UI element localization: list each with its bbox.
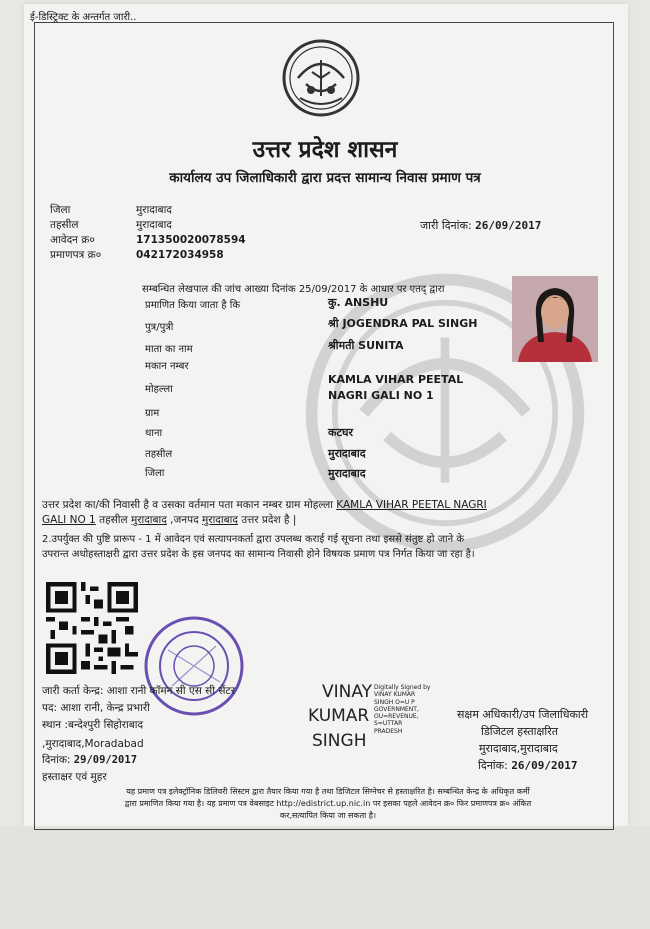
sign-label: हस्ताक्षर एवं मुहर [42, 771, 107, 783]
tehsil-value: मुरादाबाद [328, 447, 366, 460]
meta-tehsil-value: मुरादाबाद [136, 219, 172, 231]
page-subtitle: कार्यालय उप जिलाधिकारी द्वारा प्रदत्त सामान्य निवास प्रमाण पत्र [169, 170, 481, 186]
issuing-place: स्थान :बन्देश्पुरी सिहोराबाद [42, 719, 144, 731]
residence-text-c: ,जनपद [170, 514, 199, 526]
meta-application [50, 233, 246, 247]
signer-name-3: SINGH [312, 731, 367, 751]
digital-sign-label: डिजिटल हस्ताक्षरित [481, 725, 558, 738]
mother-label: माता का नाम [145, 344, 193, 355]
parent-label: पुत्र/पुत्री [145, 322, 174, 333]
house-label: मकान नम्बर [145, 361, 189, 372]
ds-line-3: SINGH O=U P [374, 698, 415, 706]
district-label: जिला [145, 468, 165, 479]
residence-text-d: उत्तर प्रदेश है | [241, 514, 297, 526]
certificate-number: 042172034958 [136, 249, 224, 261]
left-date-value: 29/09/2017 [73, 754, 138, 766]
ds-line-6: S=UTTAR [374, 720, 403, 728]
ds-line-5: OU=REVENUE, [374, 713, 419, 721]
ds-line-4: GOVERNMENT, [374, 705, 419, 713]
meta-certificate-label: प्रमाणपत्र क्र० [50, 249, 102, 261]
ds-line-2: VINAY KUMAR [374, 691, 416, 699]
verification-line2: उपरान्त अधोहस्ताक्षरी द्वारा उत्तर प्रदेश के इस जनपद का सामान्य निवासी होने विषयक प्रमाण पत्र निर्गत किया जा रहा है। [42, 549, 475, 560]
signer-name-2: KUMAR [308, 706, 370, 726]
issue-date-value: 26/09/2017 [475, 219, 542, 232]
authority-place: मुरादाबाद,मुरादाबाद [479, 742, 558, 755]
issuing-center: जारी कर्ता केन्द्र: आशा रानी कॉमन सी एस सी सेंटर [42, 685, 236, 697]
village-label: ग्राम [145, 408, 160, 419]
mother-name: श्रीमती SUNITA [328, 339, 404, 352]
meta-application-label: आवेदन क्र० [50, 234, 95, 246]
thana-value: कटघर [328, 426, 353, 439]
applicant-photo [512, 276, 598, 362]
qr-code-icon [46, 580, 138, 676]
residence-paragraph [42, 498, 612, 528]
issuing-post: पद: आशा रानी, केन्द्र प्रभारी [42, 702, 150, 714]
person-photo-icon [512, 276, 598, 362]
left-date [42, 753, 137, 767]
thana-label: थाना [145, 428, 163, 439]
residence-address-2: GALI NO 1 [42, 514, 96, 526]
right-date [478, 758, 578, 773]
footer-line-3: कर,सत्यापित किया जा सकता है। [279, 811, 377, 820]
meta-tehsil-label: तहसील [50, 219, 79, 231]
parent-name: श्री JOGENDRA PAL SINGH [328, 317, 478, 330]
residence-district: मुरादाबाद [202, 514, 238, 526]
top-note: ई-डिस्ट्रिक्ट के अन्तर्गत जारी.. [30, 12, 137, 23]
authority-title: सक्षम अधिकारी/उप जिलाधिकारी [457, 708, 589, 721]
background-surface [0, 826, 650, 929]
footer-note [42, 786, 614, 822]
verification-line1: 2.उपर्युक्त की पुष्टि प्रारूप - 1 में आवेदन एवं सत्यापनकर्ता द्वारा उपलब्ध कराई गई सूचना तथा इससे संतुष्ट हो जाने के [42, 534, 465, 545]
issue-date [420, 218, 541, 233]
applicant-name: कु. ANSHU [328, 296, 389, 309]
tehsil-label: तहसील [145, 449, 173, 460]
meta-district [50, 203, 172, 217]
meta-certificate [50, 248, 224, 262]
intro-text: सम्बन्धित लेखपाल की जांच आख्या दिनांक 25/09/2017 के आधार पर एतद् द्वारा [142, 284, 445, 295]
locality-line1: KAMLA VIHAR PEETAL [328, 373, 464, 386]
page-title: उत्तर प्रदेश शासन [252, 136, 398, 163]
residence-tehsil: मुरादाबाद [130, 514, 167, 526]
meta-district-label: जिला [50, 204, 71, 216]
application-number: 171350020078594 [136, 234, 246, 246]
certified-label: प्रमाणित किया जाता है कि [145, 300, 241, 311]
footer-line-2: द्वारा प्रमाणित किया गया है। यह प्रमाण पत्र वेबसाइट http://edistrict.up.nic.in पर इसका पहले आवेदन क्र० फिर प्रमाणपत्र क्र० अंकित [124, 799, 532, 808]
district-value: मुरादाबाद [328, 467, 366, 480]
locality-label: मोहल्ला [145, 384, 173, 395]
issue-date-label: जारी दिनांक: [420, 219, 472, 232]
locality-line2: NAGRI GALI NO 1 [328, 389, 434, 402]
verification-paragraph [42, 532, 612, 562]
residence-address-1: KAMLA VIHAR PEETAL NAGRI [336, 499, 487, 511]
official-stamp-icon [138, 610, 250, 722]
ds-line-7: PRADESH [374, 727, 403, 735]
meta-district-value: मुरादाबाद [136, 204, 172, 216]
right-date-value: 26/09/2017 [511, 759, 578, 772]
right-date-label: दिनांक: [478, 759, 508, 772]
signer-name-1: VINAY [322, 682, 373, 702]
meta-tehsil [50, 218, 172, 232]
up-emblem-icon [278, 38, 364, 118]
footer-line-1: यह प्रमाण पत्र इलेक्ट्रॉनिक डिलिवरी सिस्टम द्वारा तैयार किया गया है तथा डिजिटल सिग्नेचर से हस्ताक्षरित है। सम्बन्धित केन्द्र के अधिकृत कर्मी [126, 787, 530, 796]
ds-line-1: Digitally Signed by [374, 684, 431, 691]
residence-text-b: तहसील [99, 514, 128, 526]
left-date-label: दिनांक: [42, 754, 71, 766]
digital-signature-details [374, 684, 448, 735]
issuing-place-2: ,मुरादाबाद,Moradabad [42, 738, 144, 750]
residence-text-a: उत्तर प्रदेश का/की निवासी है व उसका वर्तमान पता मकान नम्बर ग्राम मोहल्ला [42, 499, 333, 511]
